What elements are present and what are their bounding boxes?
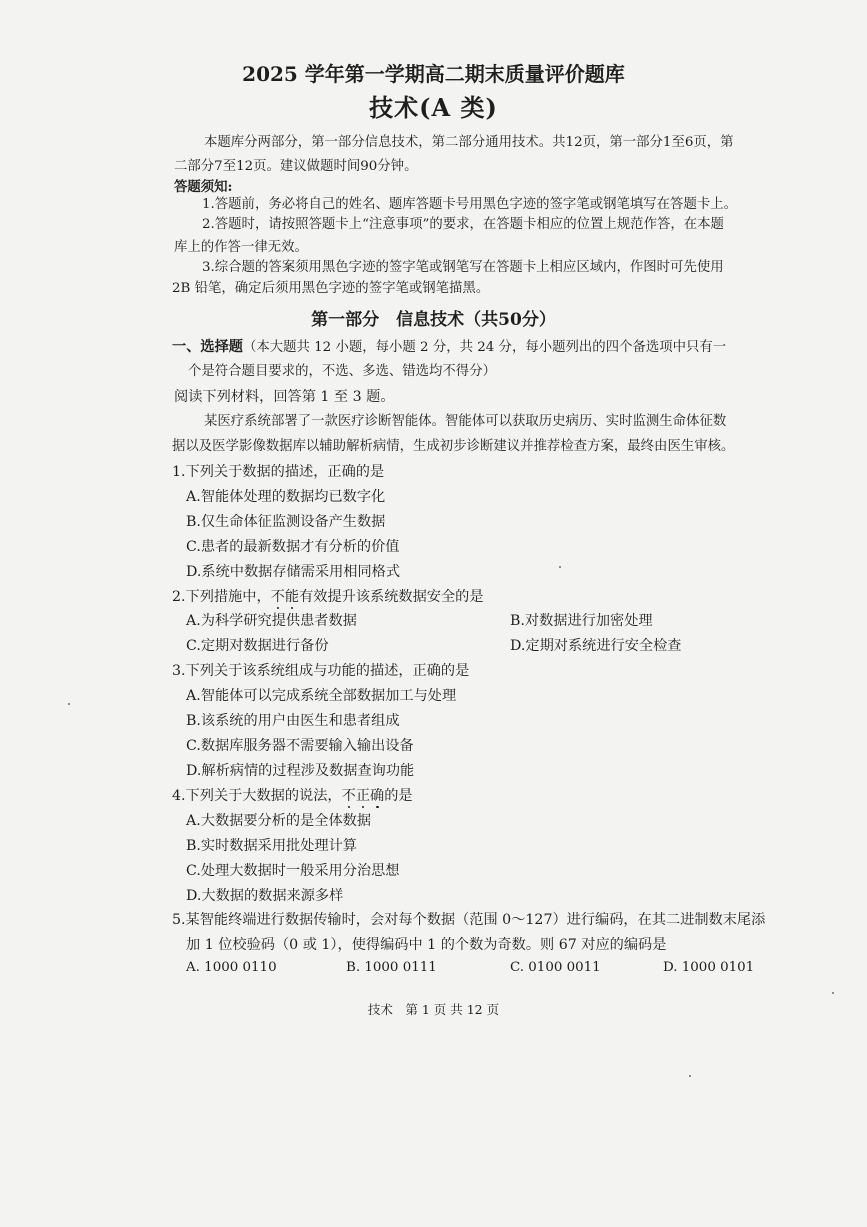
material-line-2: 据以及医学影像数据库以辅助解析病情，生成初步诊断建议并推荐检查方案，最终由医生审核。 xyxy=(172,439,735,454)
question-4-option-b: B.实时数据采用批处理计算 xyxy=(186,838,357,854)
question-4-option-c: C.处理大数据时一般采用分治思想 xyxy=(186,863,400,879)
question-3-option-a: A.智能体可以完成系统全部数据加工与处理 xyxy=(186,688,457,704)
scan-speck xyxy=(559,566,561,568)
question-2-stem-post: 有效提升该系统数据安全的是 xyxy=(299,589,484,605)
question-5-option-d: D. 1000 0101 xyxy=(663,960,755,975)
subject-title: 技术(A 类) xyxy=(369,93,498,122)
question-3-option-b: B.该系统的用户由医生和患者组成 xyxy=(186,713,400,729)
question-4-option-a: A.大数据要分析的是全体数据 xyxy=(186,813,372,829)
question-2-option-b: B.对数据进行加密处理 xyxy=(510,613,653,629)
question-1-option-d: D.系统中数据存储需采用相同格式 xyxy=(186,564,401,580)
material-line-1: 某医疗系统部署了一款医疗诊断智能体。智能体可以获取历史病历、实时监测生命体征数 xyxy=(204,414,727,429)
scan-speck xyxy=(689,1075,691,1077)
question-1-option-c: C.患者的最新数据才有分析的价值 xyxy=(186,539,400,555)
choice-section-intro xyxy=(172,336,726,356)
exam-title: 2025 学年第一学期高二期末质量评价题库 xyxy=(242,62,625,86)
notice-item-3-line-2: 2B 铅笔，确定后须用黑色字迹的签字笔或钢笔描黑。 xyxy=(172,281,490,296)
question-2-option-d: D.定期对系统进行安全检查 xyxy=(510,638,682,654)
part-1-title: 第一部分 信息技术（共50分） xyxy=(311,310,556,330)
intro-line-2: 二部分7至12页。建议做题时间90分钟。 xyxy=(174,159,418,174)
question-4-emphasis-2: 正 xyxy=(355,788,371,804)
page-footer: 技术 第 1 页 共 12 页 xyxy=(367,1002,500,1017)
question-4-option-d: D.大数据的数据来源多样 xyxy=(186,888,344,904)
notice-item-2-line-1: 2.答题时，请按照答题卡上“注意事项”的要求，在答题卡相应的位置上规范作答，在本题 xyxy=(202,217,724,232)
question-2-option-a: A.为科学研究提供患者数据 xyxy=(186,613,357,629)
scan-speck xyxy=(68,703,70,705)
read-instruction: 阅读下列材料，回答第 1 至 3 题。 xyxy=(174,389,395,405)
question-3-option-c: C.数据库服务器不需要输入输出设备 xyxy=(186,738,414,754)
question-3-stem: 3.下列关于该系统组成与功能的描述，正确的是 xyxy=(172,663,470,679)
question-2-emphasis-1: 不 xyxy=(270,589,285,605)
question-1-option-a: A.智能体处理的数据均已数字化 xyxy=(186,489,386,505)
question-2-option-c: C.定期对数据进行备份 xyxy=(186,638,329,654)
question-3-option-d: D.解析病情的过程涉及数据查询功能 xyxy=(186,763,415,779)
question-2-stem xyxy=(172,586,484,606)
scan-speck xyxy=(832,992,834,994)
question-5-option-a: A. 1000 0110 xyxy=(186,960,277,975)
question-5-option-c: C. 0100 0011 xyxy=(510,960,601,975)
question-1-option-b: B.仅生命体征监测设备产生数据 xyxy=(186,514,386,530)
question-5-stem-line-1: 5.某智能终端进行数据传输时，会对每个数据（范围 0～127）进行编码，在其二进制数末尾添 xyxy=(172,912,766,928)
question-1-stem: 1.下列关于数据的描述，正确的是 xyxy=(172,464,385,480)
question-5-option-b: B. 1000 0111 xyxy=(346,960,437,975)
choice-desc-line-2: 个是符合题目要求的，不选、多选、错选均不得分） xyxy=(188,364,496,379)
notice-item-2-line-2: 库上的作答一律无效。 xyxy=(174,240,308,255)
question-2-emphasis-2: 能 xyxy=(284,589,300,605)
question-4-emphasis-1: 不 xyxy=(341,788,356,804)
question-5-stem-line-2: 加 1 位校验码（0 或 1），使得编码中 1 的个数为奇数。则 67 对应的编码是 xyxy=(186,937,667,953)
notice-heading: 答题须知: xyxy=(174,179,233,195)
choice-desc-line-1: （本大题共 12 小题，每小题 2 分，共 24 分，每小题列出的四个备选项中只有一 xyxy=(242,340,727,355)
question-4-emphasis-3: 确 xyxy=(370,788,385,804)
question-4-stem-post: 的是 xyxy=(384,788,413,804)
question-4-stem-pre: 4.下列关于大数据的说法， xyxy=(172,788,342,804)
question-2-stem-pre: 2.下列措施中， xyxy=(172,589,271,605)
choice-heading: 一、选择题 xyxy=(172,339,243,355)
notice-item-3-line-1: 3.综合题的答案须用黑色字迹的签字笔或钢笔写在答题卡上相应区域内，作图时可先使用 xyxy=(202,260,724,275)
notice-item-1: 1.答题前，务必将自己的姓名、题库答题卡号用黑色字迹的签字笔或钢笔填写在答题卡上。 xyxy=(202,197,738,212)
question-4-stem xyxy=(172,785,413,805)
intro-line-1: 本题库分两部分，第一部分信息技术，第二部分通用技术。共12页，第一部分1至6页，第 xyxy=(204,135,734,150)
